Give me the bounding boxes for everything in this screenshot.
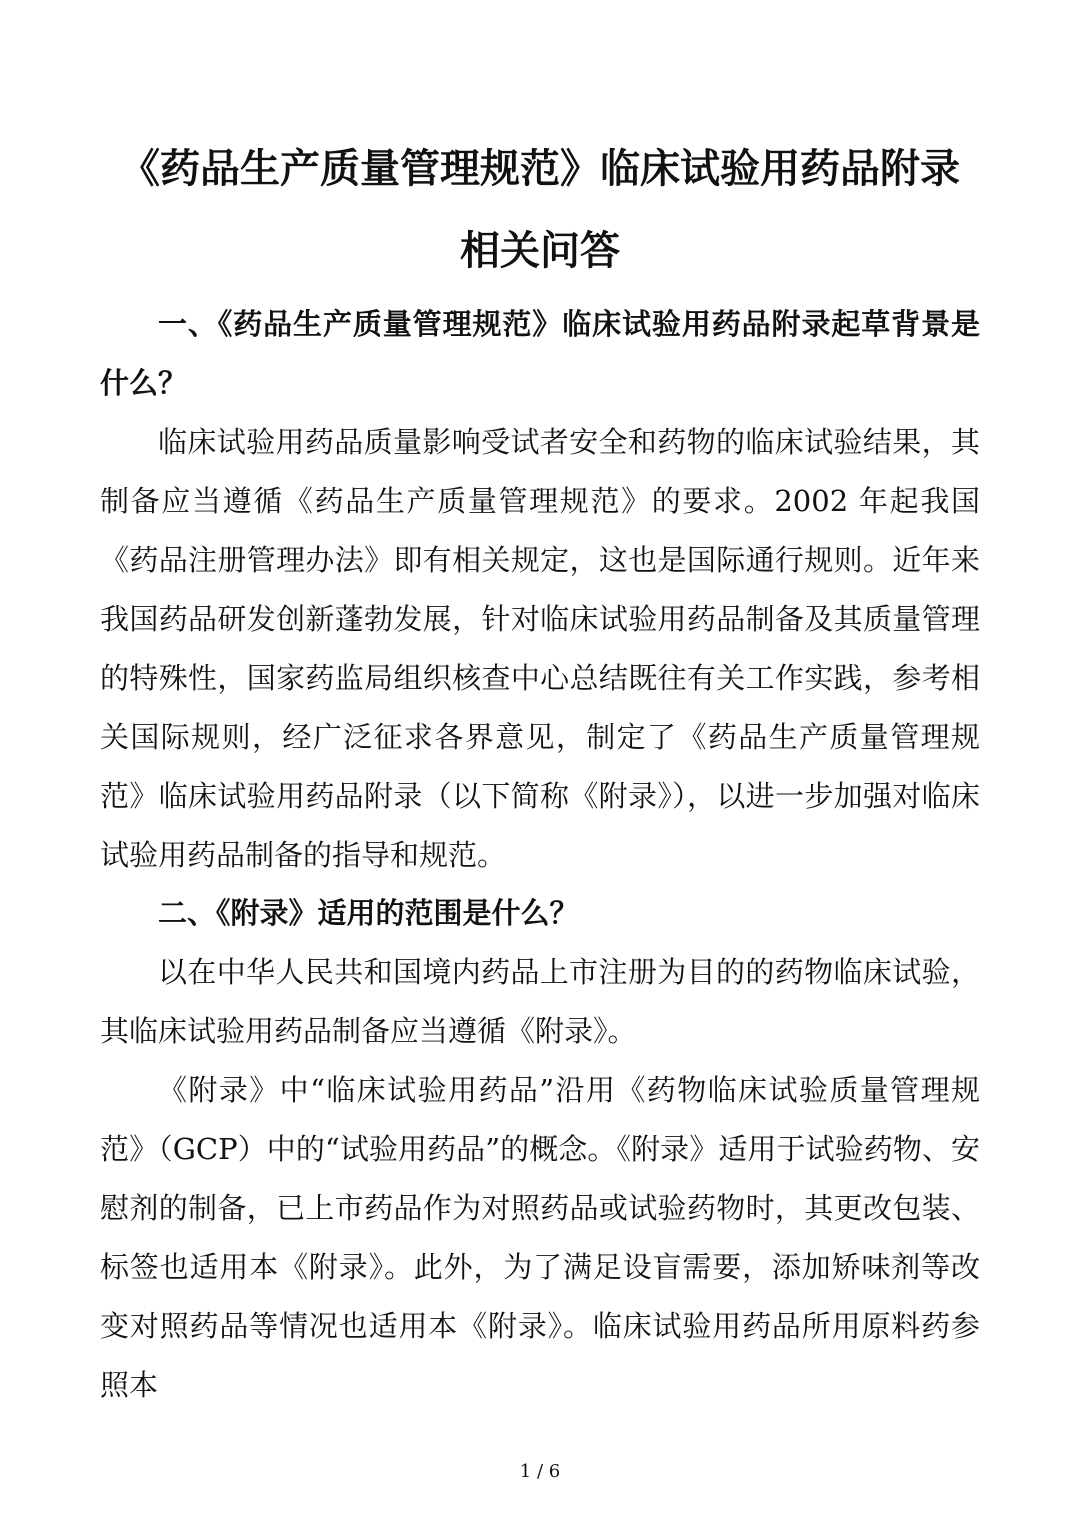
section-2-paragraph-2: 《附录》中“临床试验用药品”沿用《药物临床试验质量管理规范》（GCP）中的“试验用药品”的概念。《附录》适用于试验药物、安慰剂的制备，已上市药品作为对照药品或试验药物时，其更改包装、标签也适用本《附录》。此外，为了满足设盲需要，添加矫味剂等改变对照药品等情况也适用本《附录》。临床试验用药品所用原料药参照本 — [100, 1073, 980, 1402]
section-2-paragraph-1: 以在中华人民共和国境内药品上市注册为目的的药物临床试验，其临床试验用药品制备应当遵循《附录》。 — [100, 955, 980, 1048]
document-title-line-1: 《药品生产质量管理规范》临床试验用药品附录 — [120, 146, 960, 192]
page-number: 1 / 6 — [519, 1461, 561, 1482]
document-title-line-2: 相关问答 — [460, 228, 620, 274]
section-2-heading: 二、《附录》适用的范围是什么？ — [158, 896, 579, 930]
section-1-heading: 一、《药品生产质量管理规范》临床试验用药品附录起草背景是什么？ — [100, 307, 980, 400]
section-1-paragraph-1: 临床试验用药品质量影响受试者安全和药物的临床试验结果，其制备应当遵循《药品生产质量管理规范》的要求。2002 年起我国《药品注册管理办法》即有相关规定，这也是国际通行规则。近年来我国药品研发创新蓬勃发展，针对临床试验用药品制备及其质量管理的特殊性，国家药监局组织核查中心总结既往有关工作实践，参考相关国际规则，经广泛征求各界意见，制定了《药品生产质量管理规范》临床试验用药品附录（以下简称《附录》），以进一步加强对临床试验用药品制备的指导和规范。 — [100, 425, 980, 872]
